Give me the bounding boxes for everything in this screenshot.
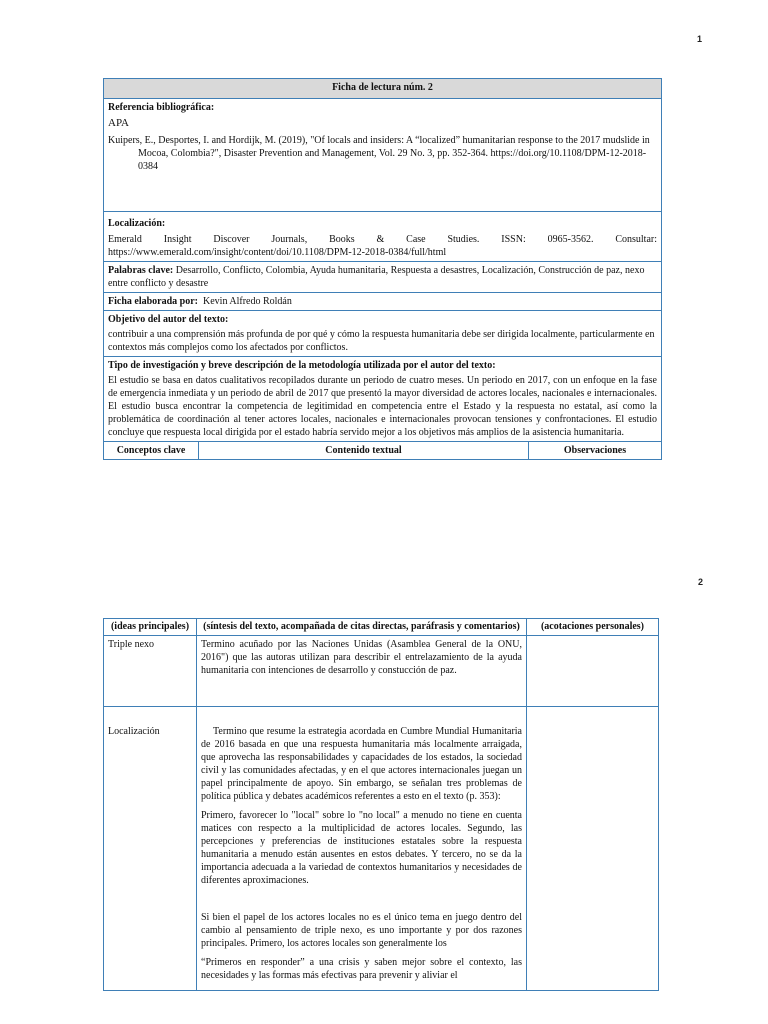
- header-ideas: (ideas principales): [104, 619, 197, 636]
- reading-card-table: [103, 78, 662, 460]
- triple-nexo-paragraph: Termino acuñado por las Naciones Unidas (Asamblea General de la ONU, 2016") que las autoras utilizan para describir el entrelazamiento de la ayuda humanitaria con intenciones de desarrollo y constucción de paz.: [201, 639, 522, 676]
- methodology-label: Tipo de investigación y breve descripción de la metodología utilizada por el autor del texto:: [108, 360, 496, 371]
- localizacion-paragraph-2: Primero, favorecer lo "local" sobre lo "no local" a menudo no tiene en cuenta matices con respecto a la multiplicidad de actores locales. Segundo, las percepciones y preferencias de instituciones estatales sobre la respuesta humanitaria a menudo están ausentes en estos debates. Y tercero, no se da la importancia adecuada a la variedad de contextos humanitarios y necesidades de diferentes aproximaciones.: [201, 810, 522, 886]
- page-number-1: 1: [697, 34, 703, 44]
- localizacion-paragraph-4: “Primeros en responder” a una crisis y saben mejor sobre el contexto, las necesidades y las formas más efectivas para prevenir y aliviar el: [201, 957, 522, 981]
- localizacion-paragraph-1: Termino que resume la estrategia acordada en Cumbre Mundial Humanitaria de 2016 basada en que una respuesta humanitaria más localmente arraigada, que aprovecha las responsabilidades y capacidades de los estados, la sociedad civil y las comunidades afectadas, y en el que actores internacionales juegan un papel principalmente de apoyo. Sin embargo, se señalan tres problemas de política pública y debates académicos referentes a esto en el texto (p. 353):: [201, 726, 522, 802]
- objective-label: Objetivo del autor del texto:: [108, 314, 229, 325]
- reference-style: APA: [108, 117, 129, 129]
- notes-cell-1: [527, 636, 659, 707]
- page-number-2: 2: [698, 577, 704, 587]
- concept-localizacion-text: [197, 707, 527, 991]
- column-concepts: Conceptos clave: [104, 442, 199, 460]
- keywords-text: Desarrollo, Conflicto, Colombia, Ayuda humanitaria, Respuesta a desastres, Localización, Construcción de paz, nexo entre conflicto y desastre: [108, 265, 645, 289]
- header-notes: (acotaciones personales): [527, 619, 659, 636]
- column-observations: Observaciones: [529, 442, 662, 460]
- location-cell: [104, 212, 662, 262]
- location-text: Emerald Insight Discover Journals, Books & Case Studies. ISSN: 0965-3562. Consultar: https://www.emerald.com/insight/content/doi/10.1108/DPM-12-2018-0384/full/html: [108, 234, 657, 258]
- author-cell: [104, 293, 662, 311]
- methodology-cell: [104, 357, 662, 442]
- reference-cell: [104, 99, 662, 212]
- concept-triple-nexo: Triple nexo: [104, 636, 197, 707]
- objective-text: contribuir a una comprensión más profunda de por qué y cómo la respuesta humanitaria debe ser dirigida localmente, particularmente en contextos más complejos como los afectados por conflictos.: [108, 329, 655, 353]
- concepts-table: [103, 618, 659, 991]
- concept-triple-nexo-text: [197, 636, 527, 707]
- methodology-text: El estudio se basa en datos cualitativos recopilados durante un periodo de cuatro meses. Un periodo en 2017, con un enfoque en la fase de emergencia inmediata y un periodo de abril de 2017 que presentó la mayor diversidad de actores locales, nacionales e internacionales. El estudio busca encontrar la competencia de legitimidad en competencia entre el Estado y la respuesta no estatal, así como la problemática de coordinación al tener actores locales, nacionales e internacionales provocan tensiones y confrontaciones. El estudio concluye que respuesta local dirigida por el estado habría servido mejor a los objetivos más amplios de la asistencia humanitaria.: [108, 375, 657, 438]
- notes-cell-2: [527, 707, 659, 991]
- card-title: Ficha de lectura núm. 2: [104, 79, 662, 99]
- localizacion-paragraph-3: Si bien el papel de los actores locales no es el único tema en juego dentro del cambio al pensamiento de triple nexo, es uno importante y por dos razones principales. Primero, los actores locales son generalmente los: [201, 912, 522, 949]
- keywords-cell: [104, 262, 662, 293]
- author-label: Ficha elaborada por:: [108, 296, 198, 307]
- objective-cell: [104, 311, 662, 357]
- concept-localizacion: Localización: [104, 707, 197, 991]
- reference-label: Referencia bibliográfica:: [108, 102, 215, 113]
- author-name: Kevin Alfredo Roldán: [198, 296, 292, 307]
- column-content: Contenido textual: [199, 442, 529, 460]
- reference-citation: Kuipers, E., Desportes, I. and Hordijk, M. (2019), "Of locals and insiders: A “localized” humanitarian response to the 2017 mudslide in Mocoa, Colombia?", Disaster Prevention and Management, Vol. 29 No. 3, pp. 352-364. https://doi.org/10.1108/DPM-12-2018-0384: [108, 135, 650, 172]
- header-synthesis: (síntesis del texto, acompañada de citas directas, paráfrasis y comentarios): [197, 619, 527, 636]
- keywords-label: Palabras clave:: [108, 265, 174, 276]
- location-label: Localización:: [108, 218, 166, 229]
